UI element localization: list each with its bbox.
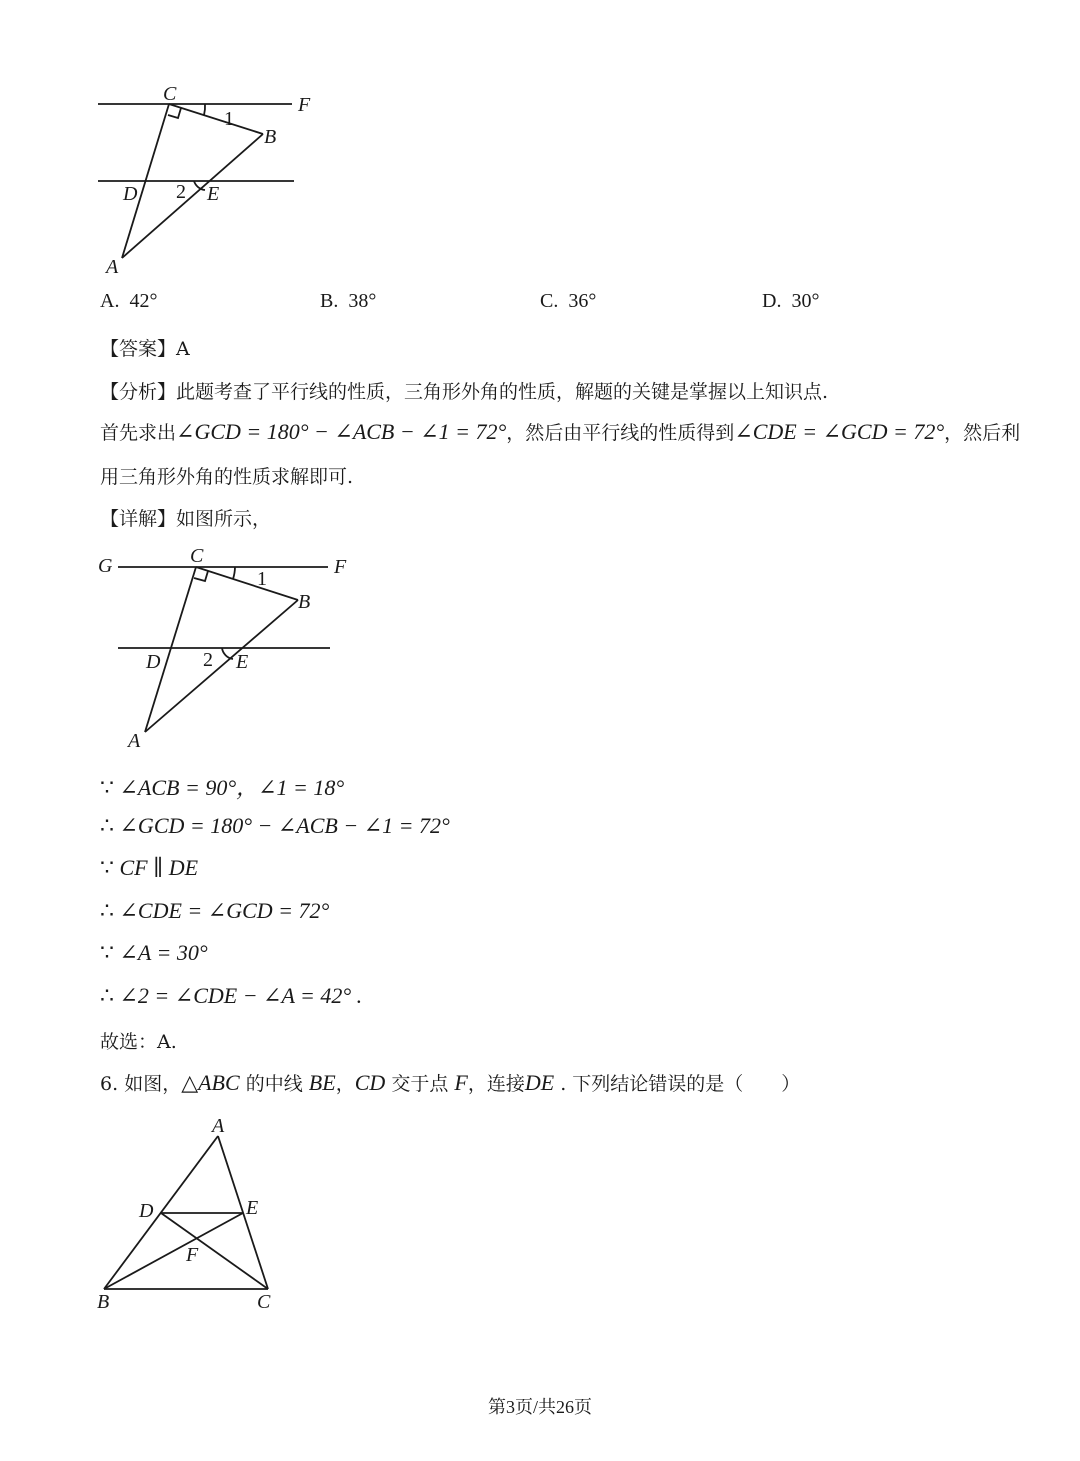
label-e: E (236, 651, 249, 673)
segment-ba (145, 600, 298, 732)
detail-line: 【详解】如图所示， (100, 508, 272, 530)
figure-3-triangle (0, 1110, 320, 1320)
label-angle-1: 1 (257, 568, 267, 590)
step-3: ∵ CF ∥ DE (100, 855, 199, 880)
conclusion-line: 故选：A. (100, 1031, 177, 1053)
label-angle-2: 2 (176, 181, 186, 203)
label-angle-2: 2 (203, 649, 213, 671)
answer-line: 【答案】A (100, 338, 190, 360)
step-2: ∴ ∠GCD = 180° − ∠ACB − ∠1 = 72° (100, 813, 450, 838)
label-a: A (128, 730, 141, 752)
label-d: D (146, 651, 161, 673)
label-b: B (298, 591, 311, 613)
figure-2-geometry (0, 540, 380, 755)
question-6-stem: 6. 如图，△ABC 的中线 BE，CD 交于点 F，连接DE . 下列结论错误的是（ ） (100, 1070, 801, 1095)
option-c: C. 36° (540, 290, 597, 312)
label-f: F (334, 556, 347, 578)
figure-1-geometry (0, 0, 360, 290)
step-1: ∵ ∠ACB = 90°，∠1 = 18° (100, 775, 345, 800)
angle-1-arc (233, 567, 235, 579)
label-f: F (298, 94, 311, 116)
segment-ca (145, 567, 196, 732)
label-b: B (264, 126, 277, 148)
option-b: B. 38° (320, 290, 377, 312)
label-b: B (97, 1291, 110, 1313)
step-4: ∴ ∠CDE = ∠GCD = 72° (100, 898, 330, 923)
label-e: E (246, 1197, 259, 1219)
label-g: G (98, 555, 113, 577)
label-d: D (123, 183, 138, 205)
median-be (104, 1213, 243, 1289)
segment-ba (122, 134, 263, 258)
step-5: ∵ ∠A = 30° (100, 940, 208, 965)
median-cd (161, 1213, 268, 1289)
label-angle-1: 1 (224, 108, 234, 130)
page-footer: 第3页/共26页 (487, 1397, 592, 1417)
label-d: D (139, 1200, 154, 1222)
label-c: C (190, 545, 204, 567)
analysis-line-1: 【分析】此题考查了平行线的性质，三角形外角的性质，解题的关键是掌握以上知识点. (100, 381, 829, 403)
segment-cb (169, 104, 263, 134)
option-d: D. 30° (762, 290, 820, 312)
segment-cb (196, 567, 298, 600)
label-c: C (257, 1291, 271, 1313)
right-angle-mark (194, 571, 208, 581)
right-angle-mark (168, 108, 181, 118)
analysis-line-3: 用三角形外角的性质求解即可. (100, 466, 354, 488)
analysis-line-2: 首先求出∠GCD = 180° − ∠ACB − ∠1 = 72°，然后由平行线的性质得到∠CDE = ∠GCD = 72°，然后利 (100, 419, 1021, 444)
angle-1-arc (204, 104, 205, 115)
label-f: F (186, 1244, 199, 1266)
label-a: A (106, 256, 119, 278)
option-a: A. 42° (100, 290, 158, 312)
label-a: A (212, 1115, 225, 1137)
label-c: C (163, 83, 177, 105)
step-6: ∴ ∠2 = ∠CDE − ∠A = 42° . (100, 983, 363, 1008)
label-e: E (207, 183, 220, 205)
